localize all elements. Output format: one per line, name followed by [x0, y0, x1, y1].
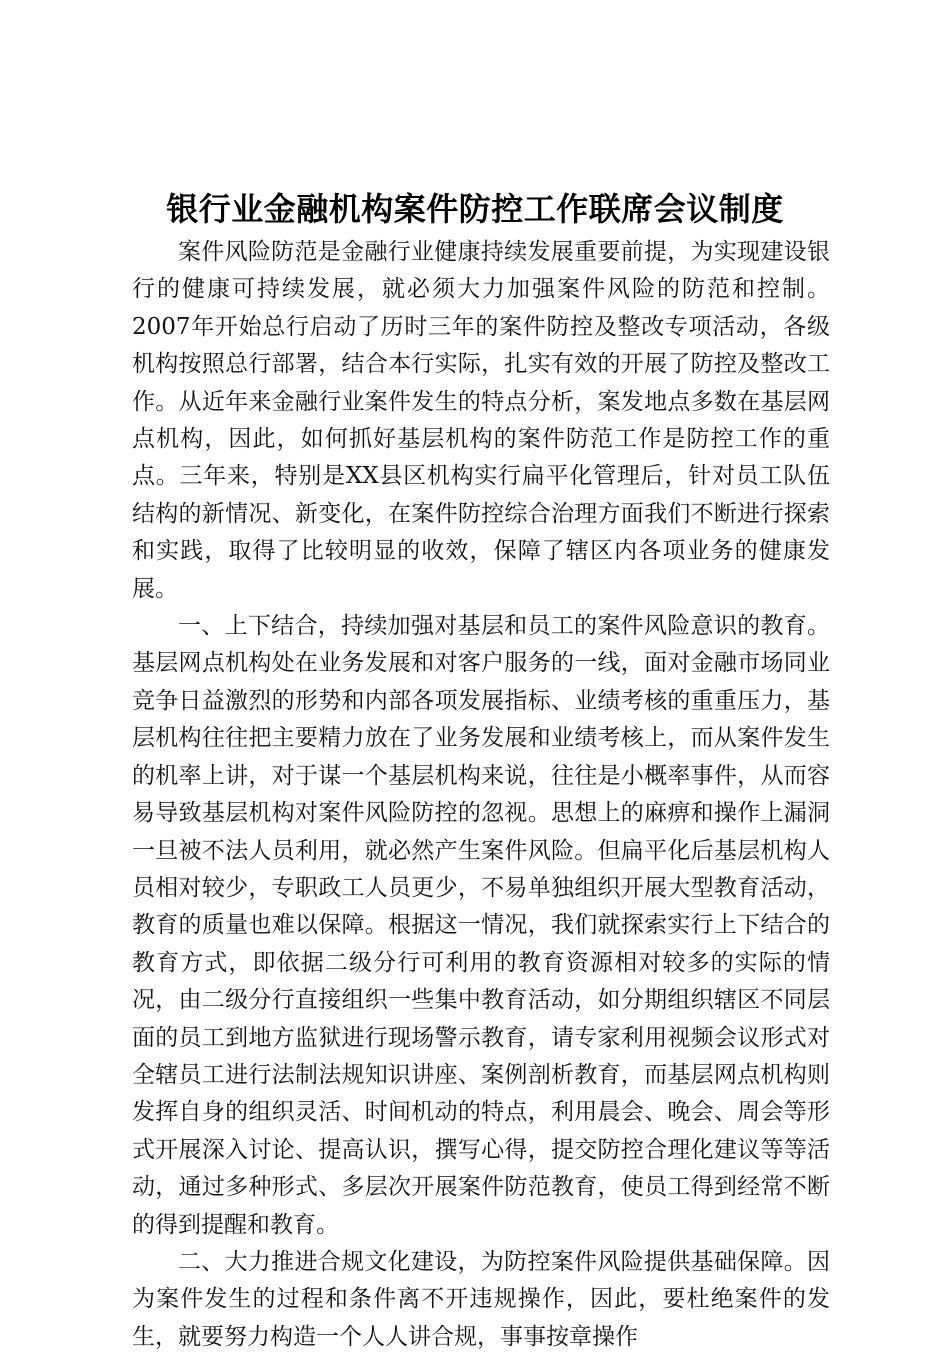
document-title: 银行业金融机构案件防控工作联席会议制度	[166, 190, 784, 228]
paragraph-intro: 案件风险防范是金融行业健康持续发展重要前提，为实现建设银行的健康可持续发展，就必须大力加强案件风险的防范和控制。2007年开始总行启动了历时三年的案件防控及整改专项活动，各级机构按照总行部署，结合本行实际，扎实有效的开展了防控及整改工作。从近年来金融行业案件发生的特点分析，案发地点多数在基层网点机构，因此，如何抓好基层机构的案件防范工作是防控工作的重点。三年来，特别是XX县区机构实行扁平化管理后，针对员工队伍结构的新情况、新变化，在案件防控综合治理方面我们不断进行探索和实践，取得了比较明显的收效，保障了辖区内各项业务的健康发展。	[132, 239, 830, 602]
paragraph-section-two: 二、大力推进合规文化建设，为防控案件风险提供基础保障。因为案件发生的过程和条件离不开违规操作，因此，要杜绝案件的发生，就要努力构造一个人人讲合规，事事按章操作	[132, 1248, 830, 1350]
paragraph-section-one: 一、上下结合，持续加强对基层和员工的案件风险意识的教育。基层网点机构处在业务发展和对客户服务的一线，面对金融市场同业竞争日益激烈的形势和内部各项发展指标、业绩考核的重重压力，基层机构往往把主要精力放在了业务发展和业绩考核上，而从案件发生的机率上讲，对于谋一个基层机构来说，往往是小概率事件，从而容易导致基层机构对案件风险防控的忽视。思想上的麻痹和操作上漏洞一旦被不法人员利用，就必然产生案件风险。但扁平化后基层机构人员相对较少，专职政工人员更少，不易单独组织开展大型教育活动，教育的质量也难以保障。根据这一情况，我们就探索实行上下结合的教育方式，即依据二级分行可利用的教育资源相对较多的实际的情况，由二级分行直接组织一些集中教育活动，如分期组织辖区不同层面的员工到地方监狱进行现场警示教育，请专家利用视频会议形式对全辖员工进行法制法规知识讲座、案例剖析教育，而基层网点机构则发挥自身的组织灵活、时间机动的特点，利用晨会、晚会、周会等形式开展深入讨论、提高认识，撰写心得，提交防控合理化建议等等活动，通过多种形式、多层次开展案件防范教育，使员工得到经常不断的得到提醒和教育。	[132, 613, 830, 1238]
document-body	[132, 234, 830, 1356]
